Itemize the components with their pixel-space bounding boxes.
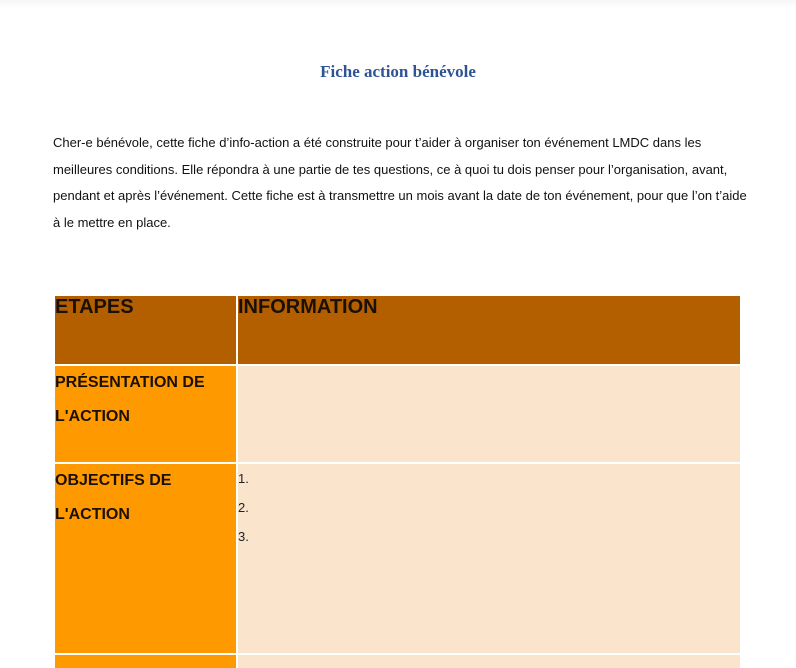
info-next-partial (237, 654, 741, 668)
objective-item-1: 1. (238, 471, 249, 486)
table-row (54, 654, 741, 668)
table-row (54, 365, 741, 463)
action-table (53, 294, 742, 668)
step-presentation: PRÉSENTATION DE L'ACTION (54, 365, 237, 463)
intro-text: Cher-e bénévole, cette fiche d’info-action a été construite pour t’aider à organiser ton événement LMDC dans les meilleures conditions. Elle répondra à une partie de tes questions, ce à quoi tu dois penser pour l’organisation, avant, pendant et après l’événement. Cette fiche est à transmettre un mois avant la date de ton événement, pour que l’on t’aide à le mettre en place. (53, 135, 747, 230)
step-next-partial (54, 654, 237, 668)
header-etapes: ETAPES (54, 295, 237, 365)
header-information: INFORMATION (237, 295, 741, 365)
objective-item-2: 2. (238, 500, 249, 515)
step-objectifs: OBJECTIFS DE L'ACTION (54, 463, 237, 654)
objectives-list (238, 464, 740, 551)
intro-paragraph (53, 130, 753, 236)
document-title: Fiche action bénévole (320, 62, 476, 81)
table-header-row (54, 295, 741, 365)
objective-item-3: 3. (238, 529, 249, 544)
table-row (54, 463, 741, 654)
info-presentation-cell[interactable] (237, 365, 741, 463)
info-objectifs-cell[interactable] (237, 463, 741, 654)
